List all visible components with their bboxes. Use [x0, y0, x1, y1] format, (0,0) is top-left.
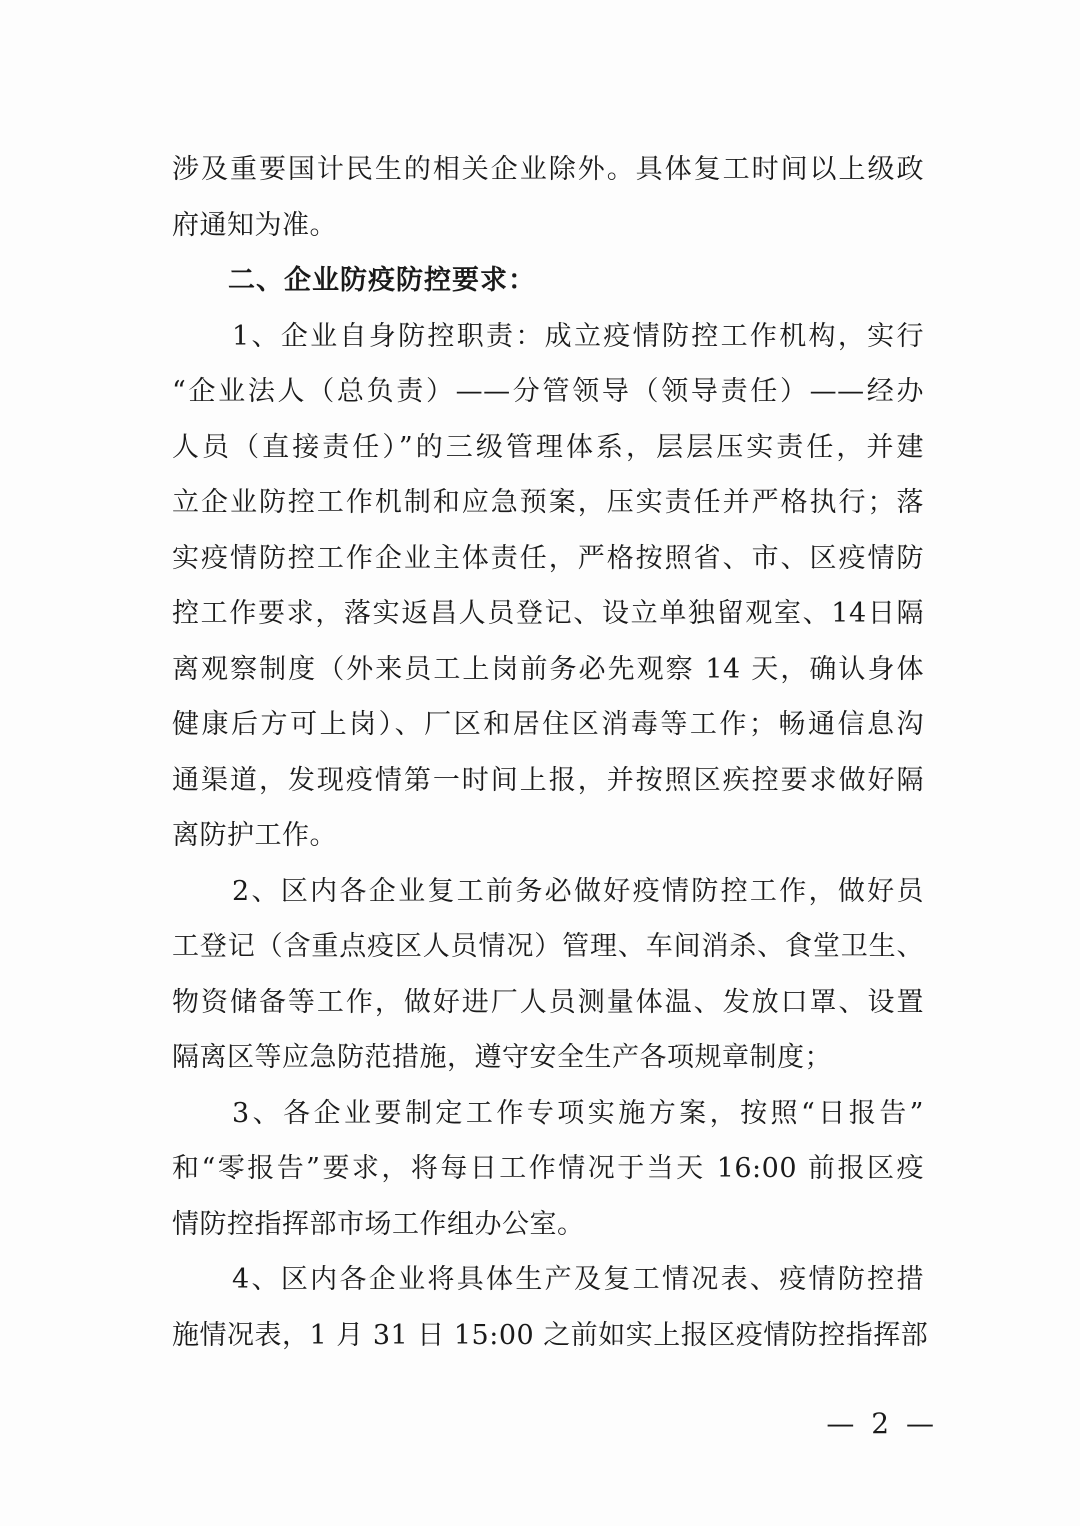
text-line: 人员（直接责任）”的三级管理体系，层层压实责任，并建 — [172, 431, 924, 463]
text-line: 实疫情防控工作企业主体责任，严格按照省、市、区疫情防 — [172, 542, 924, 574]
text-line: 离观察制度（外来员工上岗前务必先观察 14 天，确认身体 — [172, 653, 924, 685]
text-line: 涉及重要国计民生的相关企业除外。具体复工时间以上级政 — [172, 154, 924, 185]
text-line: 2、区内各企业复工前务必做好疫情防控工作，做好员 — [232, 875, 924, 907]
paragraph — [172, 142, 924, 253]
text-line: 通渠道，发现疫情第一时间上报，并按照区疾控要求做好隔 — [172, 764, 924, 796]
section-heading — [172, 253, 924, 309]
text-line: 府通知为准。 — [172, 209, 337, 241]
text-line: 健康后方可上岗）、厂区和居住区消毒等工作；畅通信息沟 — [172, 709, 924, 740]
paragraph — [172, 309, 924, 864]
text-line: 施情况表，1 月 31 日 15:00 之前如实上报区疫情防控指挥部 — [172, 1319, 929, 1351]
paragraph — [172, 1252, 929, 1363]
paragraph — [172, 864, 924, 1086]
text-line: 4、区内各企业将具体生产及复工情况表、疫情防控措 — [232, 1264, 924, 1295]
document-body — [172, 142, 929, 1363]
page-number — [0, 1404, 1080, 1444]
page-number-text: — 2 — — [826, 1407, 938, 1440]
text-line: 1、企业自身防控职责：成立疫情防控工作机构，实行 — [232, 320, 924, 352]
text-line: “企业法人（总负责）——分管领导（领导责任）——经办 — [172, 376, 924, 407]
text-line: 和“零报告”要求，将每日工作情况于当天 16:00 前报区疫 — [172, 1153, 924, 1184]
text-line: 工登记（含重点疫区人员情况）管理、车间消杀、食堂卫生、 — [172, 931, 924, 962]
paragraph — [172, 1086, 924, 1253]
text-line: 立企业防控工作机制和应急预案，压实责任并严格执行；落 — [172, 487, 924, 518]
text-line: 情防控指挥部市场工作组办公室。 — [172, 1208, 585, 1240]
text-line: 3、各企业要制定工作专项实施方案，按照“日报告” — [232, 1097, 924, 1129]
heading-line: 二、企业防疫防控要求： — [228, 265, 536, 296]
text-line: 物资储备等工作，做好进厂人员测量体温、发放口罩、设置 — [172, 986, 924, 1018]
text-line: 离防护工作。 — [172, 820, 337, 851]
text-line: 隔离区等应急防范措施，遵守安全生产各项规章制度； — [172, 1042, 832, 1073]
text-line: 控工作要求，落实返昌人员登记、设立单独留观室、14日隔 — [172, 598, 924, 629]
